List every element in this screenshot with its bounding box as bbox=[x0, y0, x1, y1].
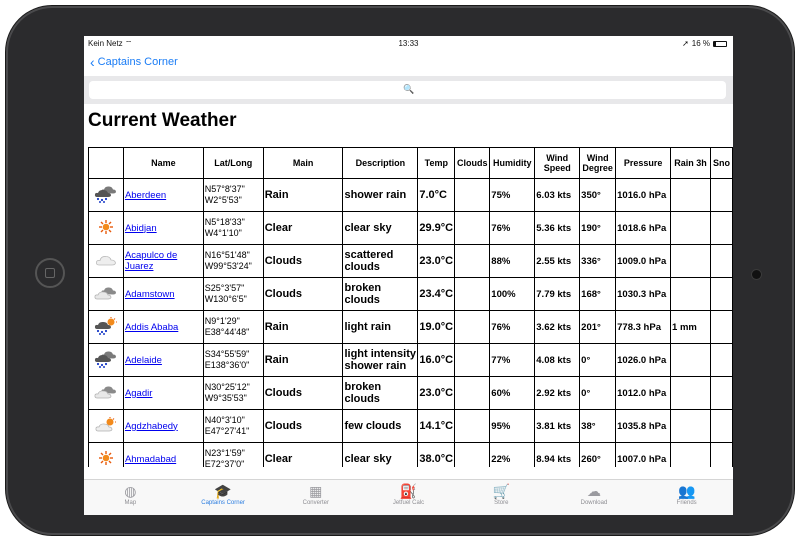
chevron-left-icon: ‹ bbox=[90, 53, 95, 70]
description-cell: clear sky bbox=[343, 443, 418, 468]
table-row bbox=[89, 443, 733, 468]
header-icon bbox=[89, 148, 124, 179]
latlong-cell bbox=[203, 278, 263, 311]
rain-cloud-icon bbox=[94, 195, 118, 206]
latitude: N40°3'10" bbox=[204, 415, 245, 425]
graduation-cap-icon: 🎓 bbox=[214, 483, 232, 499]
back-button[interactable] bbox=[90, 53, 178, 70]
wind-speed-cell: 7.79 kts bbox=[535, 278, 580, 311]
longitude: W4°1'10" bbox=[204, 228, 242, 238]
wind-degree-cell: 350° bbox=[580, 179, 616, 212]
snow-cell bbox=[710, 179, 732, 212]
table-row bbox=[89, 212, 733, 245]
weather-icon-cell bbox=[89, 443, 124, 468]
snow-cell bbox=[710, 443, 732, 468]
latlong-cell bbox=[203, 245, 263, 278]
header-name: Name bbox=[123, 148, 203, 179]
city-name-cell bbox=[123, 311, 203, 344]
city-link[interactable]: Acapulco de Juarez bbox=[124, 250, 178, 272]
location-arrow-icon: ➚ bbox=[682, 39, 689, 48]
header-pressure: Pressure bbox=[616, 148, 671, 179]
city-link[interactable]: Ahmadabad bbox=[124, 453, 177, 465]
latitude: N5°18'33" bbox=[204, 217, 245, 227]
header-snow: Sno bbox=[710, 148, 732, 179]
main-cell: Clear bbox=[263, 212, 343, 245]
wind-speed-cell: 3.62 kts bbox=[535, 311, 580, 344]
pressure-cell: 1016.0 hPa bbox=[616, 179, 671, 212]
main-cell: Clouds bbox=[263, 377, 343, 410]
wind-degree-cell: 0° bbox=[580, 377, 616, 410]
city-link[interactable]: Addis Ababa bbox=[124, 321, 179, 333]
weather-table bbox=[88, 147, 733, 467]
status-bar bbox=[84, 36, 733, 50]
table-row bbox=[89, 179, 733, 212]
temp-cell: 14.1°C bbox=[418, 410, 455, 443]
pressure-cell: 1012.0 hPa bbox=[616, 377, 671, 410]
longitude: W2°5'53" bbox=[204, 195, 242, 205]
latlong-cell bbox=[203, 212, 263, 245]
header-temp: Temp bbox=[418, 148, 455, 179]
latitude: N23°1'59" bbox=[204, 448, 245, 458]
rain-cell bbox=[671, 212, 711, 245]
calculator-icon: ▦ bbox=[309, 483, 323, 499]
sun-rain-icon bbox=[94, 327, 118, 338]
latitude: S34°55'59" bbox=[204, 349, 250, 359]
weather-icon-cell bbox=[89, 311, 124, 344]
latlong-cell bbox=[203, 311, 263, 344]
latlong-cell bbox=[203, 344, 263, 377]
temp-cell: 23.0°C bbox=[418, 245, 455, 278]
city-name-cell bbox=[123, 443, 203, 468]
table-header-row bbox=[89, 148, 733, 179]
search-bar bbox=[89, 81, 726, 99]
pressure-cell: 1030.3 hPa bbox=[616, 278, 671, 311]
tab-label: Converter bbox=[302, 500, 329, 506]
clouds-cell bbox=[455, 212, 490, 245]
rain-cell: 1 mm bbox=[671, 311, 711, 344]
wind-degree-cell: 201° bbox=[580, 311, 616, 344]
snow-cell bbox=[710, 245, 732, 278]
tab-store[interactable] bbox=[455, 480, 548, 515]
wind-speed-cell: 4.08 kts bbox=[535, 344, 580, 377]
home-button[interactable] bbox=[35, 258, 65, 288]
city-link[interactable]: Aberdeen bbox=[124, 189, 167, 201]
cloud-download-icon: ☁ bbox=[586, 483, 601, 499]
temp-cell: 23.0°C bbox=[418, 377, 455, 410]
pressure-cell: 1035.8 hPa bbox=[616, 410, 671, 443]
battery-icon bbox=[713, 41, 727, 47]
rain-cell bbox=[671, 179, 711, 212]
battery-percent: 16 % bbox=[691, 39, 710, 48]
snow-cell bbox=[710, 278, 732, 311]
tab-download[interactable] bbox=[548, 480, 641, 515]
rain-cell bbox=[671, 344, 711, 377]
search-container bbox=[84, 76, 733, 104]
tab-jetfuel-calc[interactable] bbox=[362, 480, 455, 515]
description-cell: broken clouds bbox=[343, 377, 418, 410]
snow-cell bbox=[710, 311, 732, 344]
latitude: N57°8'37" bbox=[204, 184, 245, 194]
rain-cell bbox=[671, 278, 711, 311]
wind-speed-cell: 3.81 kts bbox=[535, 410, 580, 443]
broken-clouds-icon bbox=[94, 392, 118, 403]
city-name-cell bbox=[123, 278, 203, 311]
header-clouds: Clouds bbox=[455, 148, 490, 179]
cart-icon: 🛒 bbox=[492, 483, 510, 499]
wind-speed-cell: 5.36 kts bbox=[535, 212, 580, 245]
table-row bbox=[89, 245, 733, 278]
pressure-cell: 1018.6 hPa bbox=[616, 212, 671, 245]
few-clouds-icon bbox=[95, 425, 117, 436]
wind-speed-cell: 8.94 kts bbox=[535, 443, 580, 468]
clouds-cell bbox=[455, 344, 490, 377]
weather-icon-cell bbox=[89, 377, 124, 410]
tab-label: Captains Corner bbox=[201, 500, 245, 506]
city-name-cell bbox=[123, 212, 203, 245]
header-rain: Rain 3h bbox=[671, 148, 711, 179]
main-cell: Rain bbox=[263, 311, 343, 344]
latitude: N9°1'29" bbox=[204, 316, 240, 326]
sun-icon bbox=[97, 458, 115, 468]
latlong-cell bbox=[203, 179, 263, 212]
ipad-frame bbox=[6, 6, 794, 535]
temp-cell: 38.0°C bbox=[418, 443, 455, 468]
temp-cell: 7.0°C bbox=[418, 179, 455, 212]
header-latlong: Lat/Long bbox=[203, 148, 263, 179]
tab-label: Friends bbox=[676, 500, 697, 506]
friends-icon: 👥 bbox=[677, 483, 696, 499]
broken-clouds-icon bbox=[94, 293, 118, 304]
city-link[interactable]: Adelaide bbox=[124, 354, 162, 366]
humidity-cell: 60% bbox=[490, 377, 535, 410]
temp-cell: 29.9°C bbox=[418, 212, 455, 245]
latlong-cell bbox=[203, 410, 263, 443]
wind-speed-cell: 6.03 kts bbox=[535, 179, 580, 212]
wind-degree-cell: 0° bbox=[580, 344, 616, 377]
longitude: E72°37'0" bbox=[204, 459, 245, 467]
city-name-cell bbox=[123, 344, 203, 377]
weather-icon-cell bbox=[89, 212, 124, 245]
fuel-pump-icon: ⛽ bbox=[399, 483, 418, 499]
description-cell: light rain bbox=[343, 311, 418, 344]
clouds-cell bbox=[455, 443, 490, 468]
table-row bbox=[89, 344, 733, 377]
page-title: Current Weather bbox=[88, 110, 237, 131]
description-cell: few clouds bbox=[343, 410, 418, 443]
main-cell: Clouds bbox=[263, 410, 343, 443]
wind-degree-cell: 260° bbox=[580, 443, 616, 468]
pressure-cell: 1026.0 hPa bbox=[616, 344, 671, 377]
tab-label: Store bbox=[494, 500, 509, 506]
humidity-cell: 95% bbox=[490, 410, 535, 443]
wind-speed-cell: 2.92 kts bbox=[535, 377, 580, 410]
clouds-cell bbox=[455, 377, 490, 410]
temp-cell: 16.0°C bbox=[418, 344, 455, 377]
pressure-cell: 1009.0 hPa bbox=[616, 245, 671, 278]
weather-icon-cell bbox=[89, 179, 124, 212]
humidity-cell: 22% bbox=[490, 443, 535, 468]
snow-cell bbox=[710, 377, 732, 410]
back-label: Captains Corner bbox=[97, 56, 178, 68]
temp-cell: 23.4°C bbox=[418, 278, 455, 311]
temp-cell: 19.0°C bbox=[418, 311, 455, 344]
city-name-cell bbox=[123, 410, 203, 443]
header-description: Description bbox=[343, 148, 418, 179]
wind-degree-cell: 38° bbox=[580, 410, 616, 443]
humidity-cell: 75% bbox=[490, 179, 535, 212]
rain-cell bbox=[671, 245, 711, 278]
humidity-cell: 76% bbox=[490, 311, 535, 344]
status-right bbox=[682, 39, 727, 48]
snow-cell bbox=[710, 344, 732, 377]
description-cell: light intensity shower rain bbox=[343, 344, 418, 377]
wind-degree-cell: 190° bbox=[580, 212, 616, 245]
screen bbox=[84, 36, 733, 515]
main-cell: Clouds bbox=[263, 245, 343, 278]
humidity-cell: 76% bbox=[490, 212, 535, 245]
longitude: E38°44'48" bbox=[204, 327, 250, 337]
rain-cell bbox=[671, 410, 711, 443]
description-cell: broken clouds bbox=[343, 278, 418, 311]
main-cell: Clear bbox=[263, 443, 343, 468]
status-time: 13:33 bbox=[398, 39, 419, 48]
city-link[interactable]: Adamstown bbox=[124, 288, 175, 300]
weather-icon-cell bbox=[89, 245, 124, 278]
longitude: E138°36'0" bbox=[204, 360, 250, 370]
tab-bar bbox=[84, 479, 733, 515]
longitude: W99°53'24" bbox=[204, 261, 252, 271]
city-name-cell bbox=[123, 179, 203, 212]
longitude: W130°6'5" bbox=[204, 294, 247, 304]
clouds-cell bbox=[455, 278, 490, 311]
latitude: S25°3'57" bbox=[204, 283, 245, 293]
tab-label: Download bbox=[580, 500, 608, 506]
city-name-cell bbox=[123, 245, 203, 278]
longitude: W9°35'53" bbox=[204, 393, 247, 403]
tab-captains-corner[interactable] bbox=[177, 480, 270, 515]
city-name-cell bbox=[123, 377, 203, 410]
main-cell: Clouds bbox=[263, 278, 343, 311]
main-cell: Rain bbox=[263, 179, 343, 212]
wifi-icon: ⌔ bbox=[124, 39, 133, 48]
latitude: N30°25'12" bbox=[204, 382, 250, 392]
description-cell: clear sky bbox=[343, 212, 418, 245]
tab-label: Map bbox=[124, 500, 137, 506]
table-row bbox=[89, 278, 733, 311]
humidity-cell: 88% bbox=[490, 245, 535, 278]
pressure-cell: 778.3 hPa bbox=[616, 311, 671, 344]
latitude: N16°51'48" bbox=[204, 250, 250, 260]
tab-converter[interactable] bbox=[269, 480, 362, 515]
cloud-icon bbox=[95, 259, 117, 270]
weather-icon-cell bbox=[89, 278, 124, 311]
description-cell: shower rain bbox=[343, 179, 418, 212]
sun-icon bbox=[97, 227, 115, 238]
navigation-bar bbox=[84, 51, 733, 75]
snow-cell bbox=[710, 212, 732, 245]
main-cell: Rain bbox=[263, 344, 343, 377]
rain-cloud-icon bbox=[94, 360, 118, 371]
pressure-cell: 1007.0 hPa bbox=[616, 443, 671, 468]
tab-label: Jetfuel Calc bbox=[392, 500, 425, 506]
latlong-cell bbox=[203, 377, 263, 410]
table-body bbox=[89, 179, 733, 468]
weather-table-container[interactable] bbox=[88, 147, 733, 467]
header-main: Main bbox=[263, 148, 343, 179]
city-link[interactable]: Abidjan bbox=[124, 222, 157, 234]
table-row bbox=[89, 377, 733, 410]
tab-friends[interactable] bbox=[640, 480, 733, 515]
globe-icon: ◍ bbox=[124, 483, 137, 499]
description-cell: scattered clouds bbox=[343, 245, 418, 278]
longitude: E47°27'41" bbox=[204, 426, 250, 436]
wind-speed-cell: 2.55 kts bbox=[535, 245, 580, 278]
tab-map[interactable] bbox=[84, 480, 177, 515]
wind-degree-cell: 336° bbox=[580, 245, 616, 278]
search-icon: 🔍 bbox=[403, 84, 415, 94]
clouds-cell bbox=[455, 179, 490, 212]
clouds-cell bbox=[455, 245, 490, 278]
header-wind-speed: Wind Speed bbox=[535, 148, 580, 179]
city-link[interactable]: Agdzhabedy bbox=[124, 420, 178, 432]
header-humidity: Humidity bbox=[490, 148, 535, 179]
snow-cell bbox=[710, 410, 732, 443]
clouds-cell bbox=[455, 311, 490, 344]
header-wind-degree: Wind Degree bbox=[580, 148, 616, 179]
table-row bbox=[89, 410, 733, 443]
rain-cell bbox=[671, 377, 711, 410]
humidity-cell: 100% bbox=[490, 278, 535, 311]
weather-icon-cell bbox=[89, 344, 124, 377]
carrier-label: Kein Netz ⌔ bbox=[88, 39, 133, 48]
camera bbox=[752, 270, 761, 279]
wind-degree-cell: 168° bbox=[580, 278, 616, 311]
city-link[interactable]: Agadir bbox=[124, 387, 153, 399]
rain-cell bbox=[671, 443, 711, 468]
table-row bbox=[89, 311, 733, 344]
weather-icon-cell bbox=[89, 410, 124, 443]
latlong-cell bbox=[203, 443, 263, 468]
humidity-cell: 77% bbox=[490, 344, 535, 377]
clouds-cell bbox=[455, 410, 490, 443]
